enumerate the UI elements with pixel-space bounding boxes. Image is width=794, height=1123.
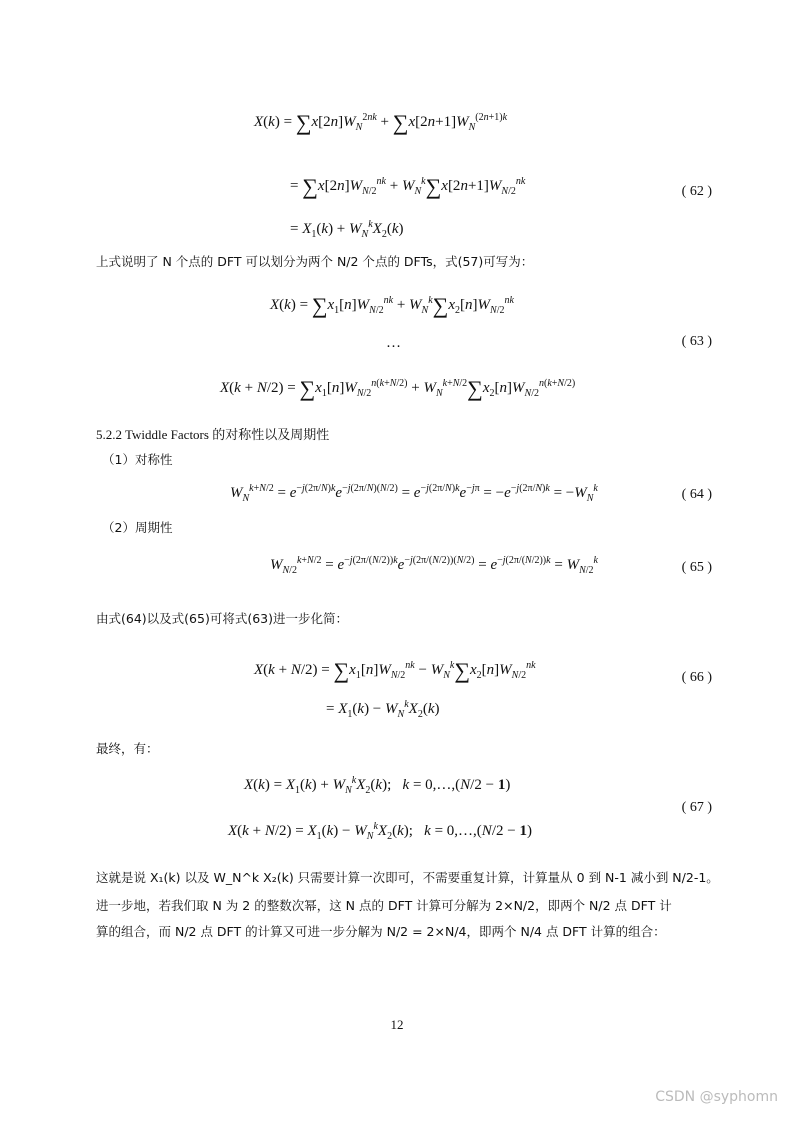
paragraph-2: 由式(64)以及式(65)可将式(63)进一步化简：: [96, 611, 348, 626]
page-number: 12: [390, 1017, 404, 1032]
equation-66-line-2: = $X_1(k) - W_N^kX_2(k)$: [326, 699, 440, 720]
equation-63-line-1: $X(k) = \sum x_1[n]W_{N/2}^{nk} + W_N^k\sum x_2[n]W_{N/2}^{nk}$: [270, 293, 514, 318]
equation-66-line-1: $X(k + N/2) = \sum x_1[n]W_{N/2}^{nk} - W_N^k\sum x_2[n]W_{N/2}^{nk}$: [254, 658, 536, 683]
equation-number-66: ( 66 ): [681, 670, 712, 685]
paragraph-6: 算的组合，而 N/2 点 DFT 的计算又可进一步分解为 N/2 = 2×N/4，即两个 N/4 点 DFT 计算的组合：: [96, 924, 666, 939]
equation-63-ellipsis: …: [386, 335, 401, 351]
equation-number-67: ( 67 ): [681, 800, 712, 815]
equation-62-line-3: = $X_1(k) + W_N^kX_2(k)$: [290, 219, 404, 240]
periodicity-label: （2）周期性: [102, 520, 173, 535]
paragraph-4: 这就是说 X₁(k) 以及 W_N^k X₂(k) 只需要计算一次即可，不需要重复计算，计算量从 0 到 N-1 减小到 N/2-1。: [96, 870, 719, 885]
equation-62-line-1: $X(k) = \sum x[2n]W_N^{2nk} + \sum x[2n+1]W_N^{(2n+1)k}$: [254, 110, 508, 135]
paragraph-5: 进一步地，若我们取 N 为 2 的整数次幂，这 N 点的 DFT 计算可分解为 2×N/2，即两个 N/2 点 DFT 计: [96, 898, 672, 913]
equation-number-63: ( 63 ): [681, 334, 712, 349]
equation-number-62: ( 62 ): [681, 184, 712, 199]
equation-62-line-2: = $\sum x[2n]W_{N/2}^{nk} + W_N^k\sum x[2n+1]W_{N/2}^{nk}$: [290, 174, 526, 199]
equation-67-line-2: $X(k + N/2) = X_1(k) - W_N^kX_2(k)$; k = 0,…,(N/2 − 1): [228, 821, 532, 842]
equation-65: $W_{N/2}^{k+N/2} = e^{-j(2\pi/(N/2))k}e^{-j(2\pi/(N/2))(N/2)} = e^{-j(2\pi/(N/2))k} = W_{N/2}^k$: [270, 555, 598, 576]
equation-number-65: ( 65 ): [681, 560, 712, 575]
paragraph-1: 上式说明了 N 个点的 DFT 可以划分为两个 N/2 个点的 DFTs，式(57)可写为：: [96, 254, 534, 269]
equation-67-line-1: $X(k) = X_1(k) + W_N^kX_2(k)$; k = 0,…,(N/2 − 1): [244, 775, 511, 796]
watermark: CSDN @syphomn: [655, 1089, 778, 1105]
section-heading: 5.2.2 Twiddle Factors 的对称性以及周期性: [96, 427, 330, 442]
equation-63-line-3: $X(k + N/2) = \sum x_1[n]W_{N/2}^{n(k+N/2)} + W_N^{k+N/2}\sum x_2[n]W_{N/2}^{n(k+N/2)}$: [220, 376, 576, 401]
equation-number-64: ( 64 ): [681, 487, 712, 502]
paragraph-3: 最终，有：: [96, 741, 159, 756]
equation-64: $W_N^{k+N/2} = e^{-j(2\pi/N)k}e^{-j(2\pi/N)(N/2)} = e^{-j(2\pi/N)k}e^{-j\pi} = -e^{-j(2\pi/N)k} = -W_N^k$: [230, 483, 598, 504]
symmetry-label: （1）对称性: [102, 452, 173, 467]
